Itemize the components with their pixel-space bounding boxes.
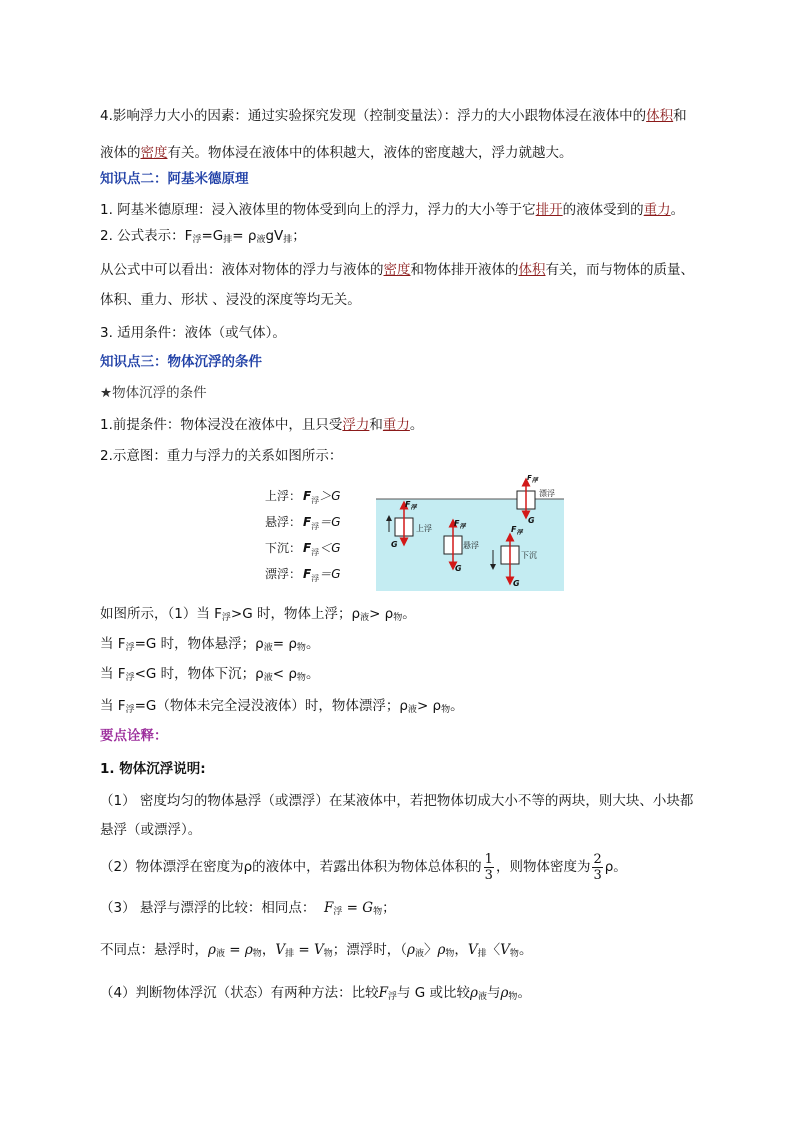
text: （4）判断物体浮沉（状态）有两种方法：比较 [100, 985, 379, 1001]
text: = ρ [232, 228, 257, 244]
subscript: 液 [477, 992, 487, 1002]
subscript: 排 [477, 949, 487, 959]
svg-text:F浮: F浮 [527, 474, 538, 484]
var-rho: ρ [470, 985, 478, 1001]
var-rho: ρ [437, 942, 446, 958]
key-point-c [100, 898, 396, 922]
subscript: 浮 [125, 705, 135, 715]
text: >G 时，物体上浮；ρ [230, 606, 361, 622]
text: 2. 公式表示：F [100, 228, 193, 244]
term-density: 密度 [383, 262, 411, 278]
subscript: 物 [252, 949, 262, 959]
text: = [294, 942, 314, 958]
paragraph-factors-line1 [100, 106, 687, 126]
subscript: 液 [407, 705, 417, 715]
text: ； [292, 228, 306, 244]
text: 。 [402, 606, 416, 622]
subscript: 浮 [387, 992, 397, 1002]
text: <G 时，物体下沉；ρ [134, 666, 264, 682]
subscript: 液 [263, 643, 273, 653]
text: 。 [517, 985, 531, 1001]
text: 。 [409, 417, 424, 433]
svg-text:F浮: $F_浮$ [511, 525, 523, 536]
text: 有关，而与物体的质量、 [545, 262, 694, 278]
text: （ [400, 942, 407, 958]
case-suspended [100, 634, 319, 658]
text: ； [382, 900, 396, 916]
text: 。 [305, 666, 320, 682]
case-rising [100, 604, 416, 628]
text: < ρ [272, 666, 297, 682]
text: 和 [673, 108, 687, 124]
svg-text:G: G [513, 579, 520, 588]
text: = ρ [272, 636, 297, 652]
subscript: 浮 [333, 907, 343, 917]
term-buoyancy: 浮力 [342, 417, 370, 433]
key-point-a-line1: （1） 密度均匀的物体悬浮（或漂浮）在某液体中，若把物体切成大小不等的两块，则大块、小块都 [100, 793, 694, 809]
formula-line [100, 226, 306, 250]
formula-explanation-line1 [100, 260, 694, 280]
subscript: 物 [509, 949, 519, 959]
subscript: 液 [360, 613, 370, 623]
var-V: V [275, 942, 286, 958]
svg-text:悬浮: 悬浮 [463, 541, 479, 550]
subscript: 浮 [125, 643, 135, 653]
subscript: 浮 [125, 673, 135, 683]
archimedes-principle [100, 200, 684, 220]
var-F: F [378, 985, 388, 1001]
text: 。 [518, 942, 533, 958]
key-point-1-title: 1. 物体沉浮说明: [100, 761, 206, 777]
subscript: 排 [283, 235, 293, 245]
key-point-d [100, 940, 532, 964]
text: 。 [305, 636, 320, 652]
text: =G 时，物体悬浮；ρ [134, 636, 264, 652]
var-V: V [500, 942, 510, 958]
term-gravity: 重力 [643, 202, 671, 218]
term-volume: 体积 [518, 262, 546, 278]
var-F: F [323, 900, 334, 916]
premise-conditions [100, 415, 423, 435]
subscript: 物 [508, 992, 518, 1002]
text: > ρ [369, 606, 394, 622]
denominator: 3 [484, 867, 493, 883]
text: 〈 [486, 942, 501, 958]
var-V: V [313, 942, 324, 958]
case-floating [100, 696, 464, 720]
text: 不同点：悬浮时， [100, 942, 208, 958]
svg-text:下沉: 下沉 [521, 551, 537, 560]
subscript: 浮 [192, 235, 202, 245]
text: =G [201, 228, 224, 244]
term-density: 密度 [140, 145, 168, 161]
fraction-one-third [484, 852, 494, 883]
subscript: 液 [215, 949, 225, 959]
subscript: 排 [223, 235, 233, 245]
text: ，则物体密度为 [495, 859, 591, 875]
subscript: 液 [256, 235, 266, 245]
legend-up: 上浮： $F_浮>G$ [265, 489, 341, 505]
text: ；漂浮时， [332, 942, 401, 958]
denominator: 3 [593, 867, 602, 883]
text: 和物体排开液体的 [410, 262, 519, 278]
text: 4.影响浮力大小的因素：通过实验探究发现（控制变量法）：浮力的大小跟物体浸在液体中的 [100, 108, 647, 124]
formula-explanation-line2: 体积、重力、形状 、浸没的深度等均无关。 [100, 292, 361, 308]
numerator: 2 [593, 851, 602, 867]
svg-text:G: G [455, 564, 462, 573]
key-points-heading: 要点诠释： [100, 728, 168, 744]
subscript: 液 [414, 949, 424, 959]
text: 当 F [100, 666, 126, 682]
key-point-b [100, 851, 627, 883]
subscript: 物 [373, 907, 383, 917]
svg-text:G: G [391, 540, 398, 549]
text: 有关。物体浸在液体中的体积越大，液体的密度越大，浮力就越大。 [167, 145, 573, 161]
text: 1. 阿基米德原理：浸入液体里的物体受到向上的浮力，浮力的大小等于它 [100, 202, 536, 218]
text: 如图所示，（1）当 F [100, 606, 222, 622]
numerator: 1 [484, 851, 493, 867]
svg-text:G: G [528, 516, 535, 525]
text: 当 F [100, 698, 126, 714]
text: 1.前提条件：物体浸没在液体中，且只受 [100, 417, 343, 433]
text: （2）物体漂浮在密度为ρ的液体中，若露出体积为物体总体积的 [100, 859, 482, 875]
text: > ρ [416, 698, 442, 714]
subscript: 浮 [221, 613, 231, 623]
text: =G（物体未完全浸没液体）时，物体漂浮；ρ [134, 698, 408, 714]
text: ， [261, 942, 276, 958]
paragraph-factors-line2 [100, 143, 573, 163]
svg-text:漂浮: 漂浮 [539, 489, 555, 498]
text: 与 G 或比较 [396, 985, 471, 1001]
svg-text:F浮: $F_浮$ [405, 500, 417, 511]
text: 。 [450, 698, 464, 714]
text: = [342, 900, 363, 916]
text: ρ。 [604, 859, 627, 875]
text: 液体的 [100, 145, 141, 161]
svg-text:上浮: 上浮 [416, 524, 432, 533]
term-volume: 体积 [646, 108, 674, 124]
text: = [224, 942, 245, 958]
var-G: G [362, 900, 374, 916]
diagram-intro: 2.示意图：重力与浮力的关系如图所示： [100, 448, 343, 464]
subscript: 物 [441, 705, 451, 715]
legend-float: 漂浮： $F_浮=G$ [265, 567, 341, 583]
text: 。 [670, 202, 685, 218]
fraction-two-thirds [592, 852, 602, 883]
subscript: 物 [323, 949, 333, 959]
term-gravity: 重力 [382, 417, 410, 433]
text: （3） 悬浮与漂浮的比较：相同点： [100, 900, 316, 916]
text: 和 [369, 417, 383, 433]
subheading-star: ★物体沉浮的条件 [100, 385, 207, 401]
key-point-a-line2: 悬浮（或漂浮）。 [100, 822, 202, 838]
text: 从公式中可以看出：液体对物体的浮力与液体的 [100, 262, 384, 278]
applicable-conditions: 3. 适用条件：液体（或气体）。 [100, 325, 286, 341]
sink-float-diagram [255, 474, 565, 591]
subscript: 排 [285, 949, 295, 959]
subscript: 物 [296, 673, 306, 683]
svg-text:F浮: $F_浮$ [454, 519, 466, 530]
key-point-e [100, 983, 531, 1007]
subscript: 物 [393, 613, 403, 623]
text: 〉 [423, 942, 438, 958]
var-rho: ρ [500, 985, 509, 1001]
legend-sink: 下沉： $F_浮<G$ [265, 541, 341, 557]
text: 与 [486, 985, 501, 1001]
text: ， [454, 942, 468, 958]
subscript: 物 [296, 643, 306, 653]
var-rho: ρ [208, 942, 216, 958]
subscript: 物 [445, 949, 455, 959]
var-rho: ρ [407, 942, 415, 958]
legend-suspend: 悬浮： $F_浮=G$ [265, 515, 341, 531]
legend [265, 488, 341, 583]
var-V: V [467, 942, 478, 958]
case-sinking [100, 664, 319, 688]
text: 的液体受到的 [562, 202, 644, 218]
term-displaced: 排开 [535, 202, 563, 218]
subscript: 液 [263, 673, 273, 683]
text: gV [265, 228, 284, 244]
section-heading-archimedes: 知识点二：阿基米德原理 [100, 171, 249, 187]
text: 当 F [100, 636, 126, 652]
var-rho: ρ [244, 942, 253, 958]
section-heading-sink-float: 知识点三：物体沉浮的条件 [100, 354, 262, 370]
